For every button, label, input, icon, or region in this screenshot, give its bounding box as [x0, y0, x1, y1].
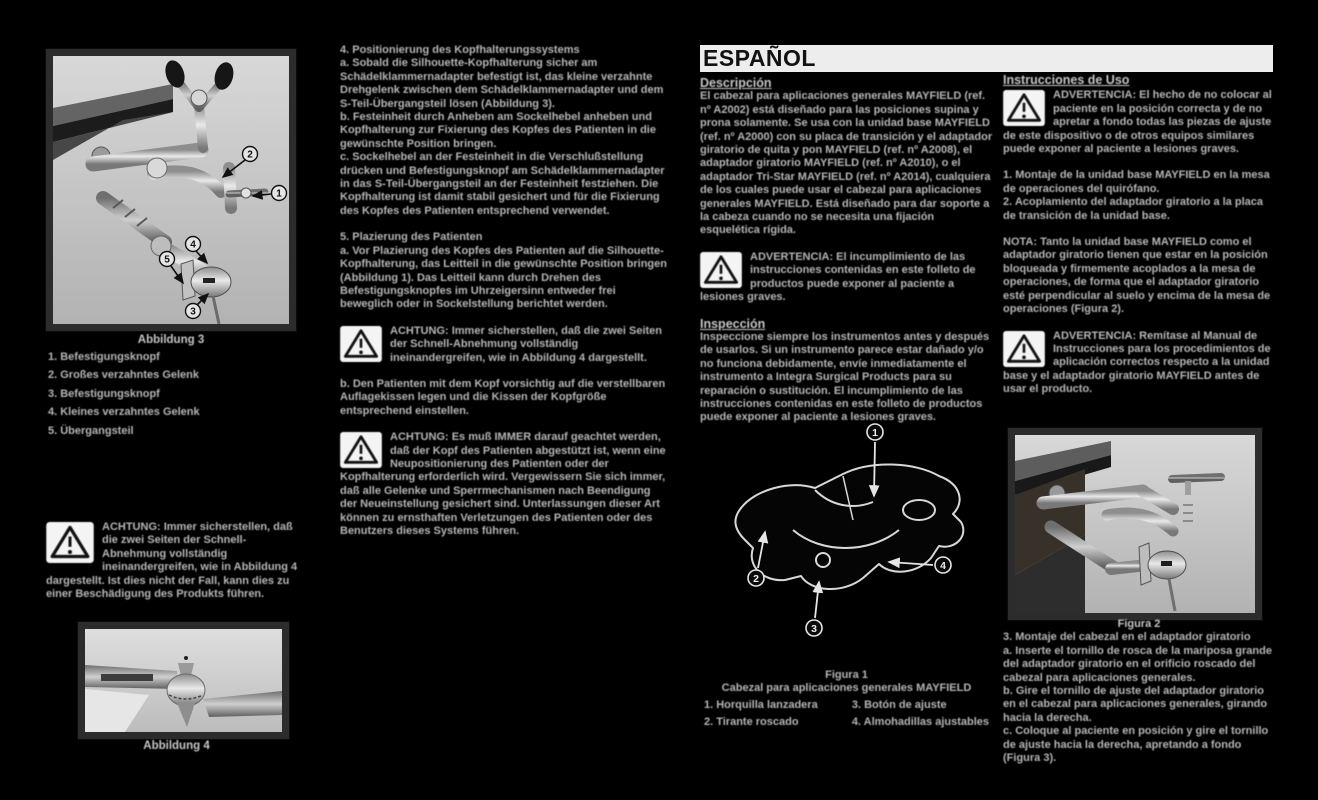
legend-item: 3. Botón de ajuste [851, 698, 947, 711]
warning-triangle-icon [340, 432, 382, 468]
spanish-warning-uso-1 [1003, 89, 1273, 156]
warning-text: ACHTUNG: Immer sicherstellen, daß die zwei Seiten der Schnell-Abnehmung vollständig ineinandergreifen, wie in Abbildung 4 dargestellt. [390, 324, 663, 364]
german-para-4b: b. Festeinheit durch Anheben am Sockelhebel anheben und Kopfhalterung zur Fixierung des Kopfes des Patienten in die gewünschte Position bringen. [340, 111, 656, 150]
german-para-4a: a. Sobald die Silhouette-Kopfhalterung sicher am Schädelklammernadapter befestigt ist, das kleine verzahnte Drehgelenk zwischen dem Schädelklammernadapter und dem S-Teil-Übergangsteil lösen (Abbildung 3). [340, 57, 664, 110]
german-warning-1 [340, 325, 667, 365]
descripcion-body: El cabezal para aplicaciones generales MAYFIELD (ref. nº A2002) está diseñado para las posiciones supina y prona solamente. Se usa con la unidad base MAYFIELD (ref. nº A2000) con su placa de transición y el adaptador giratorio de quita y pon MAYFIELD (ref. nº A2008), el adaptador giratorio MAYFIELD (ref. nº A2010), o el adaptador Tri-Star MAYFIELD (ref. nº A2014), cualquiera de los cuales puede usar el cabezal para aplicaciones generales MAYFIELD. Está diseñado para dar soporte a la cabeza cuando no se necesita una fijación esquelética rígida. [700, 90, 993, 237]
spanish-warning-uso-2 [1003, 330, 1273, 397]
german-heading-4: 4. Positionierung des Kopfhalterungssystems [340, 44, 580, 56]
step-3b: b. Gire el tornillo de ajuste del adaptador giratorio en el cabezal para aplicaciones generales, girando hacia la derecha. [1003, 685, 1268, 724]
photo-abbildung-4 [78, 622, 289, 739]
warning-triangle-icon [1003, 331, 1045, 367]
figura-1-legend [700, 699, 993, 734]
table-adapter-photo [1015, 435, 1255, 613]
warning-triangle-icon [340, 326, 382, 362]
legend-item: 4. Almohadillas ajustables [851, 716, 989, 729]
photo-abbildung-3 [46, 49, 296, 331]
warning-block-german-left [46, 521, 304, 601]
spanish-warning-1 [700, 251, 993, 305]
figura-1-title: Figura 1 [825, 669, 868, 681]
warning-text: ACHTUNG: Es muß IMMER darauf geachtet werden, daß der Kopf des Patienten abgestützt ist, wenn eine Neupositionierung des Patienten oder der Kopfhalterung erforderlich wird. Vergewissern Sie sich immer, daß alle Gelenke und Sperrmechanismen nach Beendigung der Neueinstellung gesichert sind. Unterlassungen dieser Art können zu ernsthaften Verletzungen des Patienten oder des Benutzers dieses Systems führen. [340, 431, 666, 537]
column-spanish-instructions [1003, 74, 1273, 397]
legend-item: 5. Übergangsteil [48, 424, 134, 437]
german-para-4c: c. Sockelhebel an der Festeinheit in die Verschlußstellung drücken und Befestigungsknopf am Schädelklammernadapter in das S-Teil-Übergangsteil an der Festeinheit festziehen. Die Kopfhalterung ist damit stabil gesichert und für die Fixierung des Kopfes des Patienten entsprechend verwendet. [340, 151, 665, 217]
german-para-5b: b. Den Patienten mit dem Kopf vorsichtig auf die verstellbaren Auflagekissen legen und die Kissen der Kopfgröße entsprechend einstellen. [340, 377, 666, 417]
step-3c: c. Coloque al paciente en posición y gire el tornillo de ajuste hacia la derecha, apretando a fondo (Figura 3). [1003, 725, 1269, 765]
warning-text: ADVERTENCIA: El hecho de no colocar al paciente en la posición correcta y de no apretar a fondo todas las piezas de ajuste de este dispositivo o de otros equipos similares puede exponer al paciente a lesiones graves. [1003, 89, 1272, 156]
figura-1-legend-right [852, 699, 989, 734]
warning-triangle-icon [1003, 90, 1045, 126]
descripcion-heading: Descripción [700, 76, 772, 90]
warning-triangle-icon [700, 252, 742, 288]
german-para-5a: a. Vor Plazierung des Kopfes des Patienten auf die Silhouette-Kopfhalterung, das Leitteil in die gewünschte Position bringen (Abbildung 1). Das Leitteil kann durch Drehen des Befestigungsknopfes im Uhrzeigersinn entweder frei beweglich oder in Sockelstellung berichtet werden. [340, 244, 667, 311]
espanol-section-header: ESPAÑOL [700, 45, 1273, 72]
figura-1-drawing [703, 410, 988, 662]
warning-text: ADVERTENCIA: El incumplimiento de las instrucciones contenidas en este folleto de productos puede exponer al paciente a lesiones graves. [700, 250, 976, 304]
column-german-text [340, 44, 667, 538]
legend-item: 2. Tirante roscado [704, 716, 799, 729]
instrucciones-heading: Instrucciones de Uso [1003, 73, 1130, 87]
callout-2: 2 [753, 572, 759, 585]
step-2: 2. Acoplamiento del adaptador giratorio a la placa de transición de la unidad base. [1003, 196, 1263, 222]
step-1: 1. Montaje de la unidad base MAYFIELD en la mesa de operaciones del quirófano. [1003, 169, 1270, 195]
legend-item: 1. Befestigungsknopf [48, 351, 160, 363]
figura-1-subtitle: Cabezal para aplicaciones generales MAYFIELD [721, 682, 972, 695]
callout-1: 1 [872, 426, 878, 439]
step-3-heading: 3. Montaje del cabezal en el adaptador giratorio [1003, 631, 1251, 644]
figura-2-title: Figura 2 [1117, 618, 1161, 630]
legend-item: 2. Großes verzahntes Gelenk [48, 369, 200, 382]
inspeccion-heading: Inspección [700, 316, 766, 331]
nota-paragraph: NOTA: Tanto la unidad base MAYFIELD como el adaptador giratorio tienen que estar en la posición bloqueada y firmemente acoplados a la mesa de operaciones, de forma que el adaptador giratorio esté perpendicular al suelo y encima de la mesa de operaciones (Figura 2). [1003, 236, 1271, 316]
t-handle-closeup-photo [85, 629, 282, 732]
warning-triangle-icon [46, 522, 94, 563]
caption-abbildung-3: Abbildung 3 [137, 334, 205, 346]
callout-3: 3 [190, 306, 196, 318]
legend-item: 3. Befestigungsknopf [48, 387, 160, 400]
step-3a: a. Inserte el tornillo de rosca de la mariposa grande del adaptador giratorio en el orificio roscado del cabezal para aplicaciones generales. [1003, 644, 1272, 684]
figura-1-legend-left [704, 699, 818, 734]
callout-2: 2 [247, 149, 253, 161]
legend-item: 1. Horquilla lanzadera [704, 698, 818, 711]
figura-1-caption-block [700, 669, 993, 734]
german-warning-2 [340, 431, 667, 538]
figura-2-caption-block [1003, 618, 1275, 765]
callout-4: 4 [190, 239, 196, 251]
photo-figura-2 [1008, 428, 1262, 620]
column-spanish-description [700, 77, 993, 425]
surgical-table-headrest-photo [53, 56, 289, 324]
callout-3: 3 [811, 622, 817, 635]
legend-item: 4. Kleines verzahntes Gelenk [48, 406, 200, 419]
callout-5: 5 [164, 254, 170, 266]
warning-text: ACHTUNG: Immer sicherstellen, daß die zwei Seiten der Schnell-Abnehmung vollständig ineinandergreifen, wie in Abbildung 4 dargestellt. Ist dies nicht der Fall, kann dies zu einer Beschädigung des Produkts führen. [46, 521, 298, 601]
callout-4: 4 [940, 559, 946, 572]
legend-abbildung-3 [48, 351, 300, 443]
callout-1: 1 [276, 188, 282, 200]
warning-text: ADVERTENCIA: Remítase al Manual de Instrucciones para los procedimientos de aplicación correctos respecto a la unidad base y el adaptador giratorio MAYFIELD antes de usar el producto. [1003, 329, 1271, 396]
inspeccion-body: Inspeccione siempre los instrumentos antes y después de usarlos. Si un instrumento parece estar dañado y/o no funciona debidamente, envíe inmediatamente el instrumento a Integra Surgical Products para su reparación o sustitución. El incumplimiento de las instrucciones contenidas en este folleto de productos puede exponer al paciente a lesiones graves. [700, 330, 990, 424]
german-heading-5: 5. Plazierung des Patienten [340, 231, 483, 244]
caption-abbildung-4: Abbildung 4 [143, 740, 210, 752]
